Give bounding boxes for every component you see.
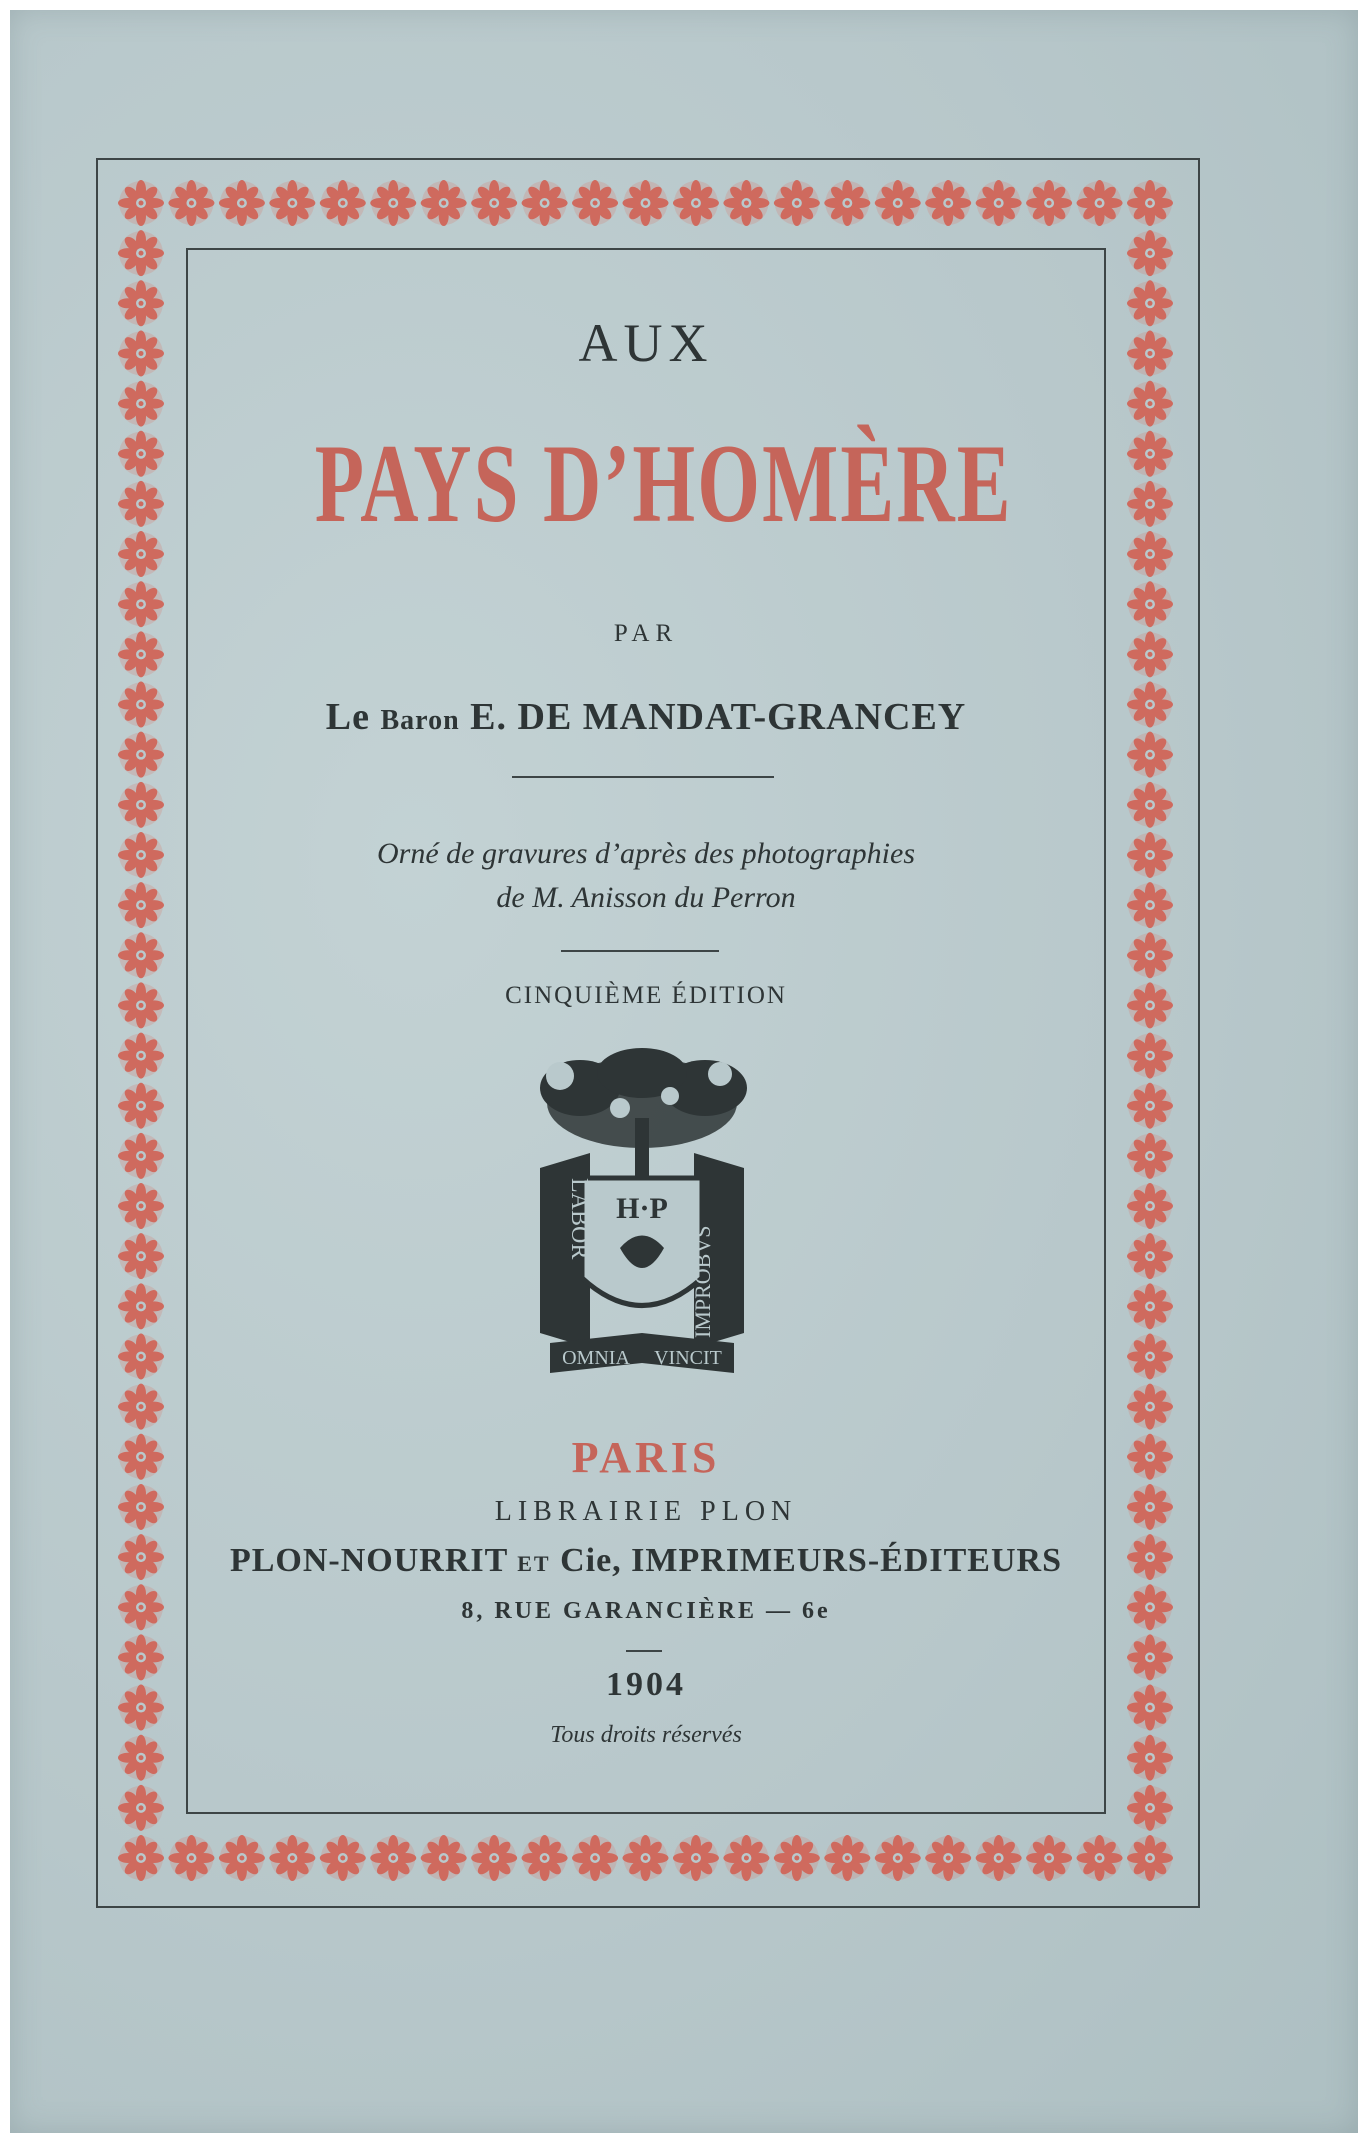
by-label: PAR (613, 620, 679, 647)
printers-et: ET (517, 1551, 551, 1576)
printers-role: , IMPRIMEURS-ÉDITEURS (612, 1542, 1062, 1579)
emblem-shield-text: H·P (616, 1192, 668, 1225)
emblem-bottom-right: VINCIT (654, 1347, 722, 1369)
subtitle (186, 832, 1106, 920)
imprint-city: PARIS (571, 1433, 721, 1482)
tree-shield-emblem-icon (520, 1048, 764, 1378)
title-line-aux: AUX (578, 313, 714, 373)
subtitle-line-1: Orné de gravures d’après des photographies (377, 837, 915, 870)
imprint-year: 1904 (606, 1666, 686, 1703)
printers-cie: Cie (560, 1542, 613, 1579)
subtitle-line-2: de M. Anisson du Perron (496, 881, 796, 914)
emblem-right-banner: IMPROBVS (690, 1225, 715, 1338)
author-line (186, 695, 1106, 739)
title-main: PAYS D’HOMÈRE (314, 422, 1013, 546)
imprint-rights: Tous droits réservés (550, 1722, 742, 1748)
author-prefix-le: Le (325, 696, 370, 738)
edition-label: CINQUIÈME ÉDITION (505, 982, 787, 1009)
divider-rule (561, 950, 719, 952)
emblem-bottom-left: OMNIA (562, 1347, 630, 1369)
divider-rule (626, 1650, 662, 1652)
imprint-publisher: LIBRAIRIE PLON (494, 1496, 798, 1527)
author-name: E. DE MANDAT-GRANCEY (470, 696, 967, 738)
imprint-address: 8, RUE GARANCIÈRE — 6e (461, 1598, 831, 1624)
emblem-left-banner: LABOR (566, 1178, 592, 1260)
imprint-printers (186, 1542, 1106, 1580)
printers-name: PLON-NOURRIT (229, 1542, 508, 1579)
divider-rule (512, 776, 774, 778)
author-prefix-baron: Baron (380, 705, 460, 736)
